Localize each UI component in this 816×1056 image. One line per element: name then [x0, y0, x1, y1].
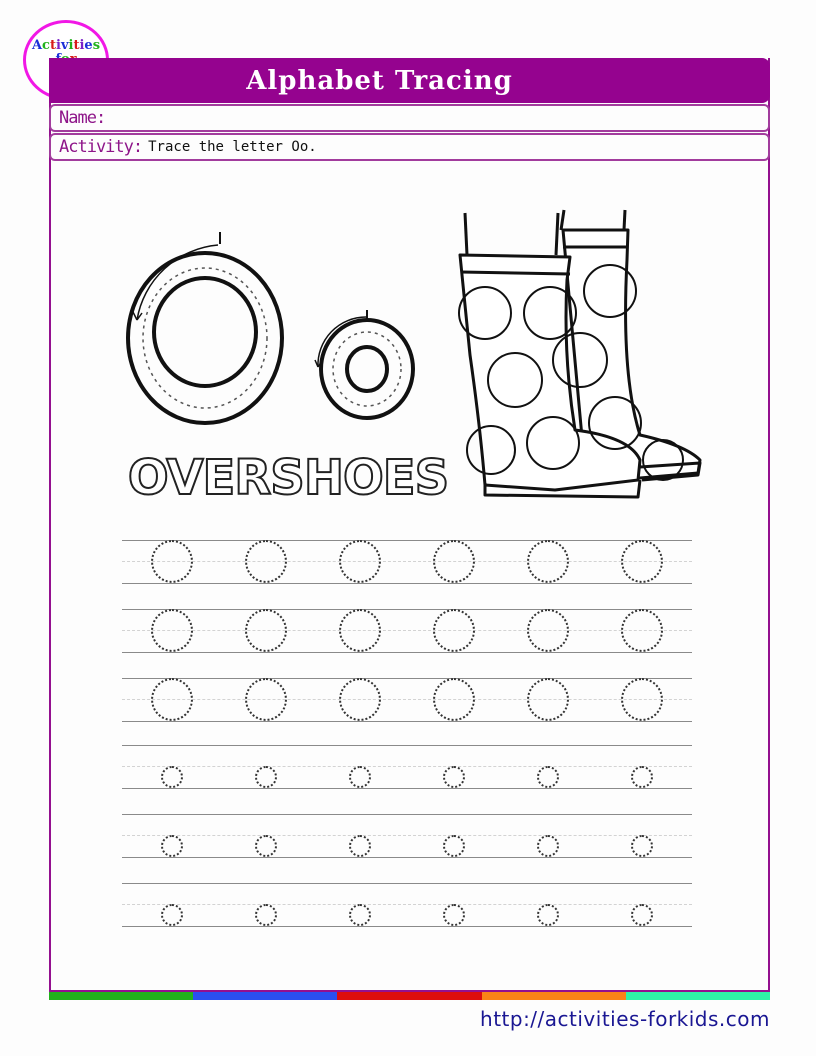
page-title: Alphabet Tracing [246, 65, 513, 96]
trace-lowercase-o[interactable] [161, 766, 183, 788]
logo-line-1: Activities [31, 38, 101, 53]
midline-dashed [122, 904, 692, 905]
trace-lowercase-o[interactable] [443, 766, 465, 788]
trace-lowercase-o[interactable] [349, 835, 371, 857]
trace-lowercase-o[interactable] [537, 766, 559, 788]
trace-uppercase-o[interactable] [621, 609, 663, 652]
trace-uppercase-o[interactable] [433, 540, 475, 583]
trace-uppercase-o[interactable] [339, 678, 381, 721]
guide-line [122, 788, 692, 789]
midline-dashed [122, 630, 692, 631]
guide-line [122, 926, 692, 927]
trace-lowercase-o[interactable] [537, 835, 559, 857]
trace-lowercase-o[interactable] [255, 766, 277, 788]
color-bar-segment [337, 992, 481, 1000]
trace-lowercase-o[interactable] [161, 835, 183, 857]
color-bar-segment [49, 992, 193, 1000]
guide-line [122, 652, 692, 653]
guide-line [122, 745, 692, 746]
midline-dashed [122, 699, 692, 700]
trace-uppercase-o[interactable] [621, 540, 663, 583]
activity-value: Trace the letter Oo. [148, 139, 317, 155]
trace-uppercase-o[interactable] [621, 678, 663, 721]
name-label: Name: [59, 108, 106, 128]
trace-uppercase-o[interactable] [151, 609, 193, 652]
trace-lowercase-o[interactable] [537, 904, 559, 926]
trace-lowercase-o[interactable] [349, 766, 371, 788]
trace-lowercase-o[interactable] [631, 904, 653, 926]
title-bar [49, 58, 770, 103]
trace-uppercase-o[interactable] [527, 540, 569, 583]
midline-dashed [122, 766, 692, 767]
uppercase-o-stroke-guide [125, 200, 315, 430]
guide-line [122, 678, 692, 679]
trace-lowercase-o[interactable] [443, 904, 465, 926]
word-overshoes [118, 450, 458, 500]
color-bar-segment [626, 992, 770, 1000]
trace-uppercase-o[interactable] [527, 678, 569, 721]
trace-uppercase-o[interactable] [339, 609, 381, 652]
trace-uppercase-o[interactable] [245, 609, 287, 652]
trace-lowercase-o[interactable] [631, 835, 653, 857]
trace-lowercase-o[interactable] [161, 904, 183, 926]
trace-lowercase-o[interactable] [255, 835, 277, 857]
trace-lowercase-o[interactable] [255, 904, 277, 926]
guide-line [122, 609, 692, 610]
guide-line [122, 814, 692, 815]
trace-lowercase-o[interactable] [631, 766, 653, 788]
activity-field [49, 133, 770, 161]
trace-uppercase-o[interactable] [151, 678, 193, 721]
lowercase-o-stroke-guide [310, 305, 420, 425]
trace-uppercase-o[interactable] [245, 540, 287, 583]
guide-line [122, 721, 692, 722]
guide-line [122, 883, 692, 884]
color-bar-segment [482, 992, 626, 1000]
trace-uppercase-o[interactable] [433, 678, 475, 721]
midline-dashed [122, 835, 692, 836]
trace-lowercase-o[interactable] [349, 904, 371, 926]
trace-uppercase-o[interactable] [339, 540, 381, 583]
trace-uppercase-o[interactable] [245, 678, 287, 721]
svg-text:OVERSHOES: OVERSHOES [127, 450, 449, 500]
trace-uppercase-o[interactable] [151, 540, 193, 583]
guide-line [122, 583, 692, 584]
trace-uppercase-o[interactable] [527, 609, 569, 652]
guide-line [122, 857, 692, 858]
website-url[interactable]: http://activities-forkids.com [480, 1007, 770, 1031]
color-bar-segment [193, 992, 337, 1000]
rain-boots-icon [455, 205, 710, 505]
guide-line [122, 540, 692, 541]
activity-label: Activity: [59, 137, 143, 157]
trace-uppercase-o[interactable] [433, 609, 475, 652]
trace-lowercase-o[interactable] [443, 835, 465, 857]
name-field[interactable] [49, 104, 770, 132]
tracing-practice-area [122, 535, 692, 935]
midline-dashed [122, 561, 692, 562]
footer-color-bar [49, 992, 770, 1000]
